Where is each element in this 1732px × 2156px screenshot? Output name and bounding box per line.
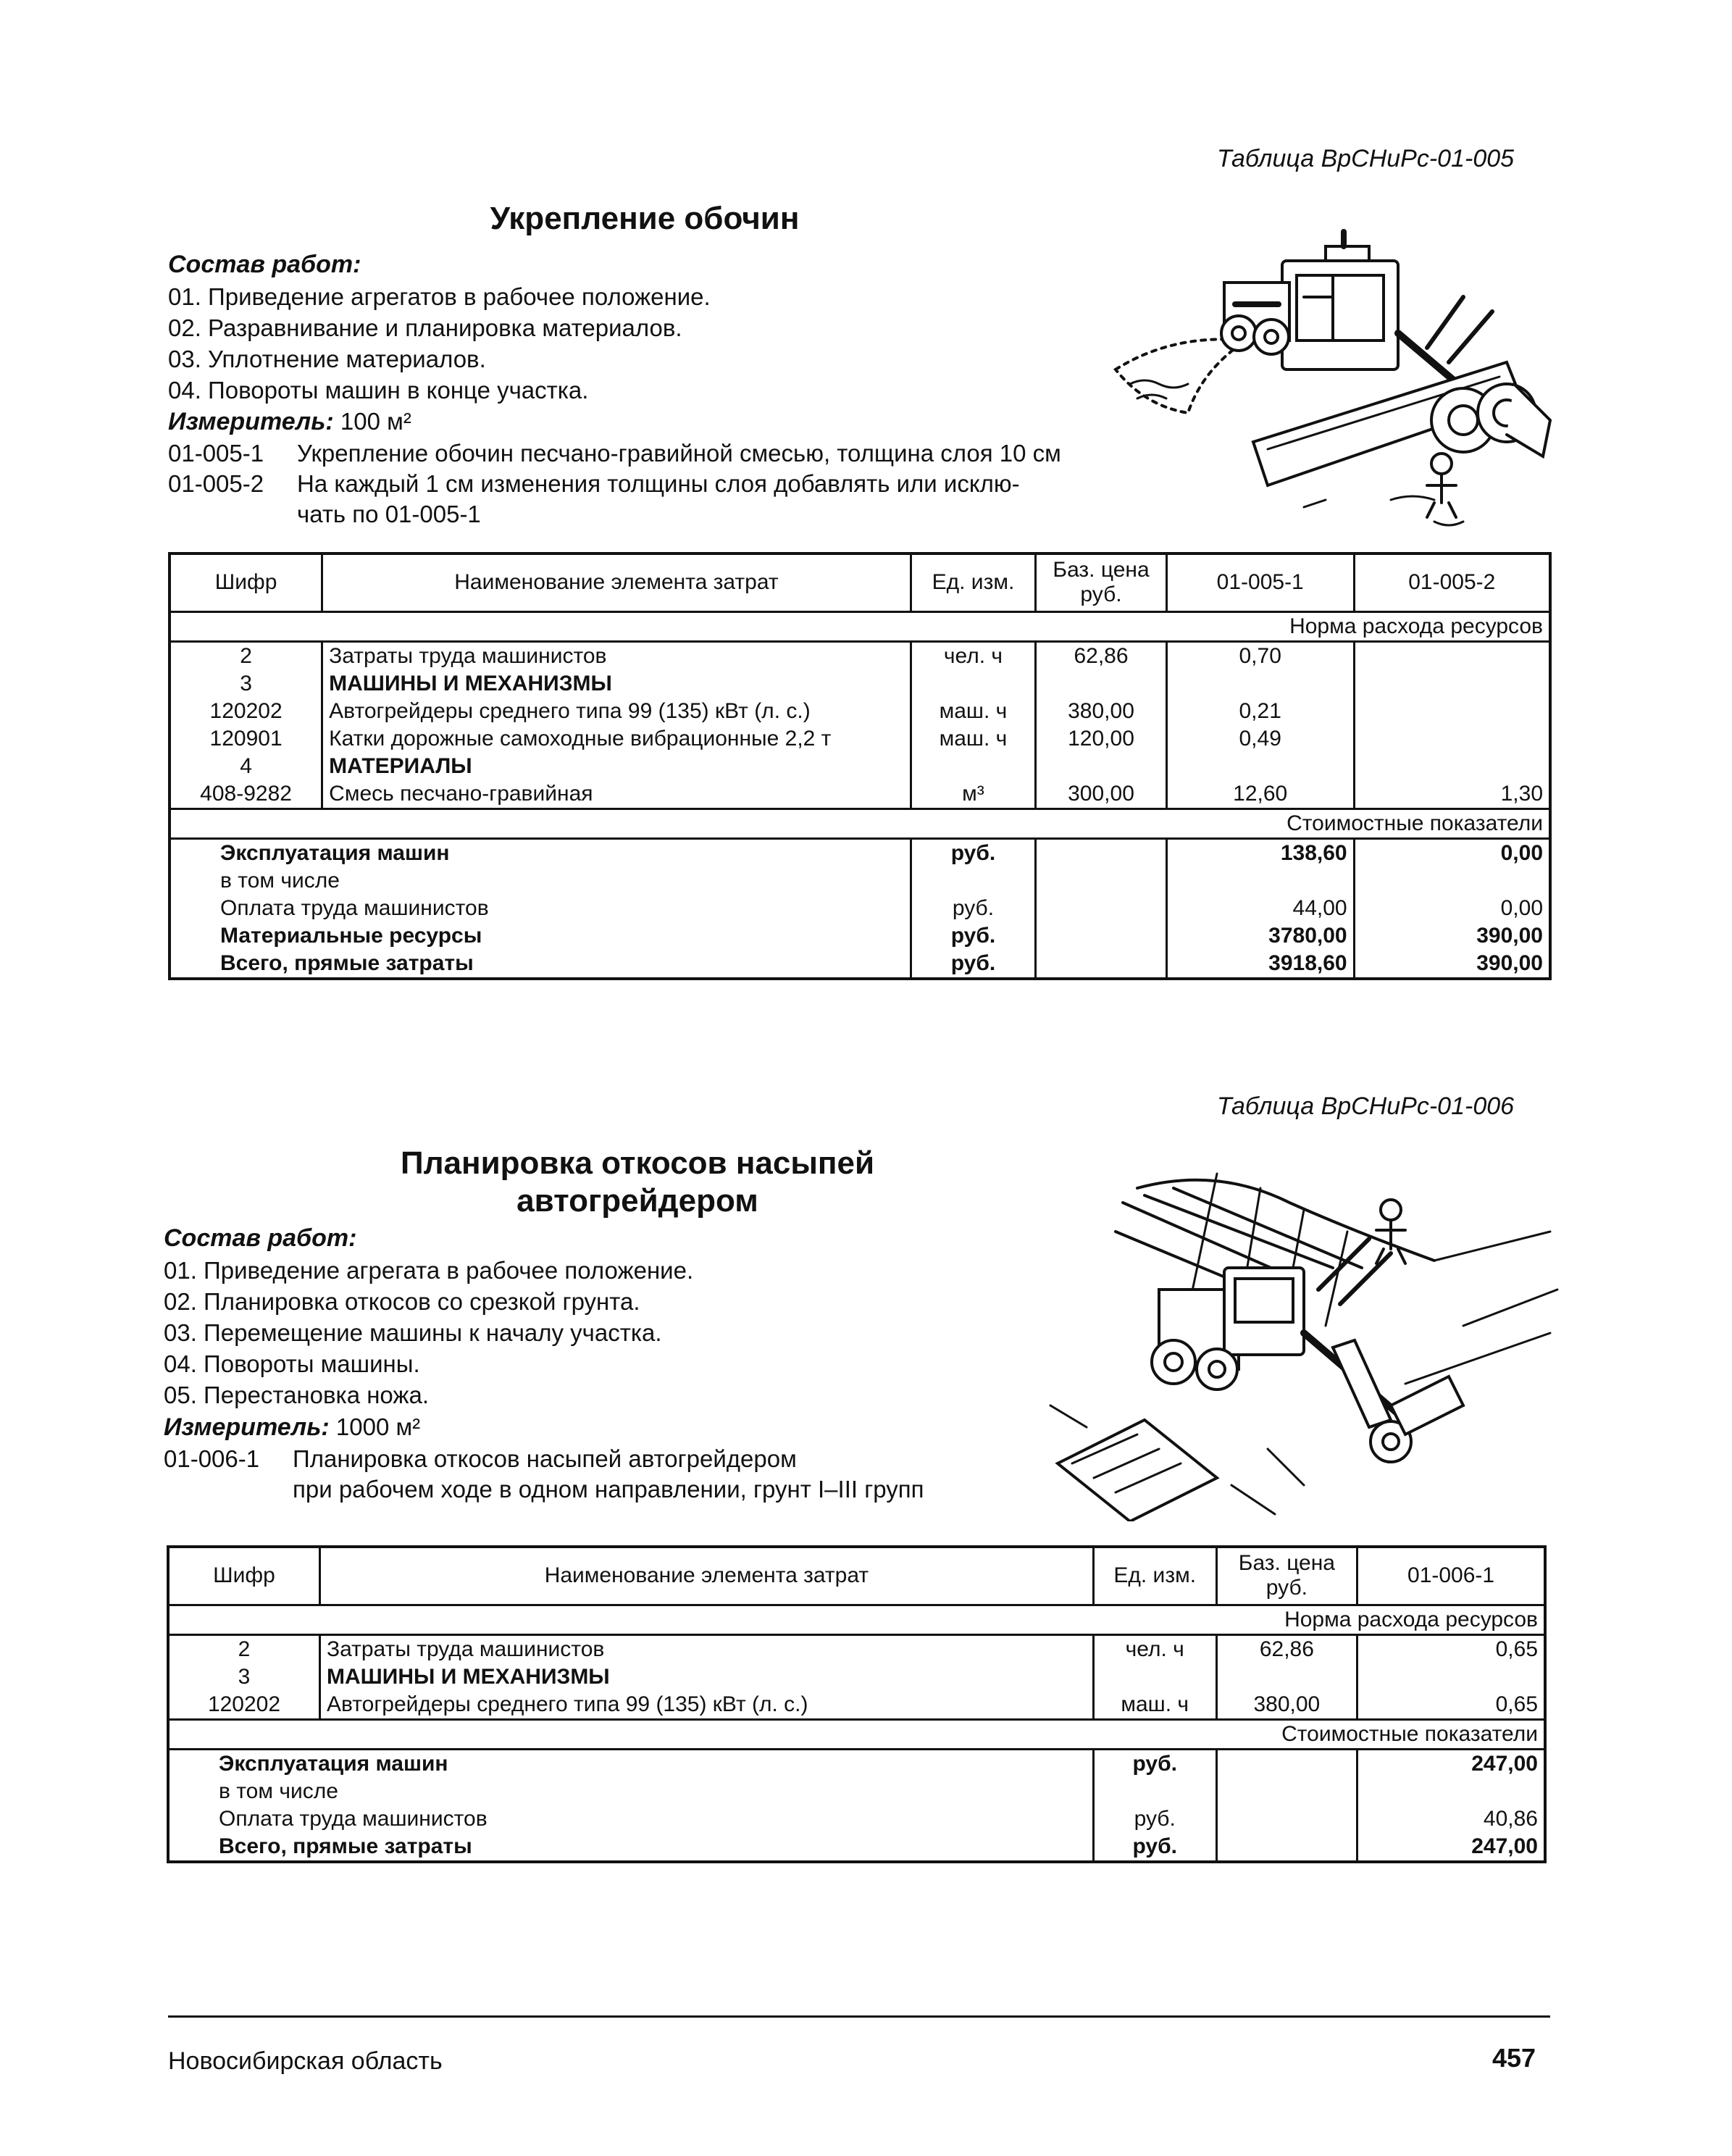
cost-empty bbox=[1036, 922, 1167, 950]
cell-value: 1,30 bbox=[1354, 780, 1550, 809]
cell-code: 408-9282 bbox=[170, 780, 322, 809]
cell-value bbox=[1166, 670, 1354, 698]
cost-unit: руб. bbox=[911, 895, 1036, 922]
cell-value: 0,21 bbox=[1166, 698, 1354, 725]
cell-value: 0,70 bbox=[1166, 641, 1354, 670]
item-code: 01-005-1 bbox=[168, 440, 264, 467]
item-continuation: при рабочем ходе в одном направлении, грунт I–III групп bbox=[293, 1476, 924, 1503]
cost-row bbox=[170, 895, 1550, 922]
cost-empty bbox=[1036, 895, 1167, 922]
cell-price bbox=[1216, 1663, 1357, 1691]
cell-price: 380,00 bbox=[1216, 1691, 1357, 1720]
cell-name: МАШИНЫ И МЕХАНИЗМЫ bbox=[322, 670, 911, 698]
norm-band-row bbox=[170, 611, 1550, 641]
cost-empty bbox=[1216, 1778, 1357, 1805]
item-row bbox=[168, 438, 1061, 469]
cost-row bbox=[170, 922, 1550, 950]
work-item: 03. Перемещение машины к началу участка. bbox=[164, 1319, 662, 1346]
cell-code: 3 bbox=[168, 1663, 319, 1691]
cell-price bbox=[1036, 753, 1167, 780]
work-item: 04. Повороты машины. bbox=[164, 1350, 420, 1377]
cost-value bbox=[1166, 867, 1354, 895]
cell-unit: м³ bbox=[911, 780, 1036, 809]
table-row bbox=[170, 753, 1550, 780]
measure-2 bbox=[164, 1411, 420, 1443]
cell-price: 120,00 bbox=[1036, 725, 1167, 753]
cost-table-1 bbox=[168, 552, 1552, 980]
cost-unit: руб. bbox=[1093, 1833, 1216, 1862]
cost-name: Всего, прямые затраты bbox=[170, 950, 911, 979]
cell-name: МАТЕРИАЛЫ bbox=[322, 753, 911, 780]
col-header: Ед. изм. bbox=[1093, 1547, 1216, 1605]
footer-region: Новосибирская область bbox=[168, 2047, 443, 2075]
cost-band-label: Стоимостные показатели bbox=[170, 808, 1550, 838]
work-item: 04. Повороты машин в конце участка. bbox=[168, 377, 589, 404]
cell-unit bbox=[911, 753, 1036, 780]
work-item: 01. Приведение агрегатов в рабочее положение. bbox=[168, 283, 711, 310]
cost-unit: руб. bbox=[911, 838, 1036, 867]
table-row bbox=[168, 1663, 1545, 1691]
cost-empty bbox=[1036, 838, 1167, 867]
page-number: 457 bbox=[1492, 2043, 1536, 2073]
cost-row bbox=[170, 950, 1550, 979]
cell-value: 0,49 bbox=[1166, 725, 1354, 753]
cell-value bbox=[1354, 641, 1550, 670]
cell-name: Автогрейдеры среднего типа 99 (135) кВт (л. с.) bbox=[319, 1691, 1093, 1720]
cost-value: 3780,00 bbox=[1166, 922, 1354, 950]
cell-price: 380,00 bbox=[1036, 698, 1167, 725]
cost-empty bbox=[1216, 1805, 1357, 1833]
cost-empty bbox=[1036, 867, 1167, 895]
cell-value bbox=[1354, 698, 1550, 725]
work-heading-2: Состав работ: bbox=[164, 1224, 357, 1252]
table-row bbox=[168, 1634, 1545, 1663]
cell-price: 62,86 bbox=[1036, 641, 1167, 670]
work-item: 02. Разравнивание и планировка материалов. bbox=[168, 314, 682, 341]
item-text: Планировка откосов насыпей автогрейдером bbox=[293, 1445, 797, 1472]
item-row bbox=[168, 468, 1020, 499]
cost-value: 138,60 bbox=[1166, 838, 1354, 867]
cost-empty bbox=[1216, 1749, 1357, 1778]
cell-value: 0,65 bbox=[1357, 1634, 1545, 1663]
cost-value: 0,00 bbox=[1354, 838, 1550, 867]
table-row bbox=[170, 780, 1550, 809]
cell-unit bbox=[911, 670, 1036, 698]
section-title-1: Укрепление обочин bbox=[490, 201, 800, 236]
cost-name: Эксплуатация машин bbox=[168, 1749, 1093, 1778]
cost-row bbox=[168, 1778, 1545, 1805]
cell-value: 0,65 bbox=[1357, 1691, 1545, 1720]
cell-price bbox=[1036, 670, 1167, 698]
cost-table-2 bbox=[167, 1545, 1547, 1863]
cell-name: Затраты труда машинистов bbox=[322, 641, 911, 670]
cell-value bbox=[1357, 1663, 1545, 1691]
cell-code: 120901 bbox=[170, 725, 322, 753]
col-header: Наименование элемента затрат bbox=[319, 1547, 1093, 1605]
table-row bbox=[170, 725, 1550, 753]
cost-empty bbox=[1216, 1833, 1357, 1862]
table-row bbox=[168, 1691, 1545, 1720]
work-item: 05. Перестановка ножа. bbox=[164, 1382, 430, 1408]
item-code: 01-006-1 bbox=[164, 1445, 260, 1472]
cell-unit: маш. ч bbox=[1093, 1691, 1216, 1720]
cell-unit: чел. ч bbox=[1093, 1634, 1216, 1663]
cell-unit bbox=[1093, 1663, 1216, 1691]
cost-value: 44,00 bbox=[1166, 895, 1354, 922]
col-header: 01-005-1 bbox=[1166, 553, 1354, 611]
cost-row bbox=[168, 1749, 1545, 1778]
measure-label: Измеритель: bbox=[168, 408, 334, 435]
measure-value: 100 м² bbox=[340, 408, 411, 435]
work-list-2 bbox=[164, 1255, 693, 1411]
cost-value: 390,00 bbox=[1354, 922, 1550, 950]
cost-row bbox=[170, 867, 1550, 895]
cost-name: Оплата труда машинистов bbox=[170, 895, 911, 922]
cell-code: 120202 bbox=[170, 698, 322, 725]
cost-value: 40,86 bbox=[1357, 1805, 1545, 1833]
norm-band-row bbox=[168, 1605, 1545, 1634]
cost-empty bbox=[1036, 950, 1167, 979]
cost-name: Эксплуатация машин bbox=[170, 838, 911, 867]
col-header: Баз. цена руб. bbox=[1036, 553, 1167, 611]
cell-unit: маш. ч bbox=[911, 725, 1036, 753]
measure-label: Измеритель: bbox=[164, 1413, 330, 1441]
title-line: автогрейдером bbox=[516, 1183, 758, 1219]
cell-price: 300,00 bbox=[1036, 780, 1167, 809]
cell-value bbox=[1354, 725, 1550, 753]
cost-row bbox=[170, 838, 1550, 867]
cost-name: Оплата труда машинистов bbox=[168, 1805, 1093, 1833]
cell-price: 62,86 bbox=[1216, 1634, 1357, 1663]
cell-code: 120202 bbox=[168, 1691, 319, 1720]
cell-value bbox=[1354, 670, 1550, 698]
cell-value bbox=[1166, 753, 1354, 780]
table-header-row bbox=[170, 553, 1550, 611]
cost-name: в том числе bbox=[168, 1778, 1093, 1805]
cost-value: 3918,60 bbox=[1166, 950, 1354, 979]
item-continuation: чать по 01-005-1 bbox=[297, 501, 481, 527]
section-title-2 bbox=[340, 1145, 934, 1220]
norm-band-label: Норма расхода ресурсов bbox=[170, 611, 1550, 641]
cost-unit bbox=[1093, 1778, 1216, 1805]
table-reference-1: Таблица ВрСНиРс-01-005 bbox=[1217, 145, 1515, 172]
footer-rule bbox=[168, 2015, 1550, 2018]
cost-unit: руб. bbox=[1093, 1805, 1216, 1833]
cost-value bbox=[1354, 867, 1550, 895]
cost-row bbox=[168, 1805, 1545, 1833]
cell-unit: маш. ч bbox=[911, 698, 1036, 725]
cost-name: в том числе bbox=[170, 867, 911, 895]
cost-value: 247,00 bbox=[1357, 1749, 1545, 1778]
slope-grader-illustration bbox=[1029, 1145, 1565, 1521]
col-header: 01-005-2 bbox=[1354, 553, 1550, 611]
cell-code: 2 bbox=[170, 641, 322, 670]
cell-value: 12,60 bbox=[1166, 780, 1354, 809]
measure-value: 1000 м² bbox=[335, 1413, 421, 1440]
table-row bbox=[170, 641, 1550, 670]
work-item: 03. Уплотнение материалов. bbox=[168, 346, 486, 372]
cell-name: МАШИНЫ И МЕХАНИЗМЫ bbox=[319, 1663, 1093, 1691]
cell-code: 3 bbox=[170, 670, 322, 698]
cost-name: Материальные ресурсы bbox=[170, 922, 911, 950]
cost-band-label: Стоимостные показатели bbox=[168, 1719, 1545, 1749]
cell-name: Автогрейдеры среднего типа 99 (135) кВт (л. с.) bbox=[322, 698, 911, 725]
cell-name: Затраты труда машинистов bbox=[319, 1634, 1093, 1663]
work-item: 02. Планировка откосов со срезкой грунта. bbox=[164, 1288, 640, 1315]
col-header: Ед. изм. bbox=[911, 553, 1036, 611]
cost-unit: руб. bbox=[911, 950, 1036, 979]
cell-value bbox=[1354, 753, 1550, 780]
cell-unit: чел. ч bbox=[911, 641, 1036, 670]
table-row bbox=[170, 698, 1550, 725]
col-header: Шифр bbox=[170, 553, 322, 611]
norm-band-label: Норма расхода ресурсов bbox=[168, 1605, 1545, 1634]
work-list-1 bbox=[168, 281, 711, 406]
col-header: Наименование элемента затрат bbox=[322, 553, 911, 611]
cell-name: Смесь песчано-гравийная bbox=[322, 780, 911, 809]
item-text: Укрепление обочин песчано-гравийной смесью, толщина слоя 10 см bbox=[297, 440, 1061, 467]
table-reference-2: Таблица ВрСНиРс-01-006 bbox=[1217, 1092, 1515, 1120]
cost-value: 0,00 bbox=[1354, 895, 1550, 922]
measure-1 bbox=[168, 406, 411, 438]
cost-band-row bbox=[170, 808, 1550, 838]
col-header: Баз. цена руб. bbox=[1216, 1547, 1357, 1605]
motor-grader-illustration bbox=[1087, 203, 1557, 543]
col-header: Шифр bbox=[168, 1547, 319, 1605]
item-row bbox=[164, 1443, 797, 1474]
cost-unit: руб. bbox=[1093, 1749, 1216, 1778]
cost-value: 247,00 bbox=[1357, 1833, 1545, 1862]
item-code: 01-005-2 bbox=[168, 470, 264, 497]
work-item: 01. Приведение агрегата в рабочее положение. bbox=[164, 1257, 694, 1284]
cost-band-row bbox=[168, 1719, 1545, 1749]
table-header-row bbox=[168, 1547, 1545, 1605]
cost-unit bbox=[911, 867, 1036, 895]
cost-value: 390,00 bbox=[1354, 950, 1550, 979]
table-row bbox=[170, 670, 1550, 698]
col-header: 01-006-1 bbox=[1357, 1547, 1545, 1605]
cost-name: Всего, прямые затраты bbox=[168, 1833, 1093, 1862]
title-line: Планировка откосов насыпей bbox=[400, 1145, 875, 1181]
cost-unit: руб. bbox=[911, 922, 1036, 950]
cell-code: 4 bbox=[170, 753, 322, 780]
cost-value bbox=[1357, 1778, 1545, 1805]
cost-row bbox=[168, 1833, 1545, 1862]
item-text: На каждый 1 см изменения толщины слоя добавлять или исклю- bbox=[297, 470, 1020, 497]
cell-name: Катки дорожные самоходные вибрационные 2,2 т bbox=[322, 725, 911, 753]
cell-code: 2 bbox=[168, 1634, 319, 1663]
work-heading-1: Состав работ: bbox=[168, 251, 361, 278]
